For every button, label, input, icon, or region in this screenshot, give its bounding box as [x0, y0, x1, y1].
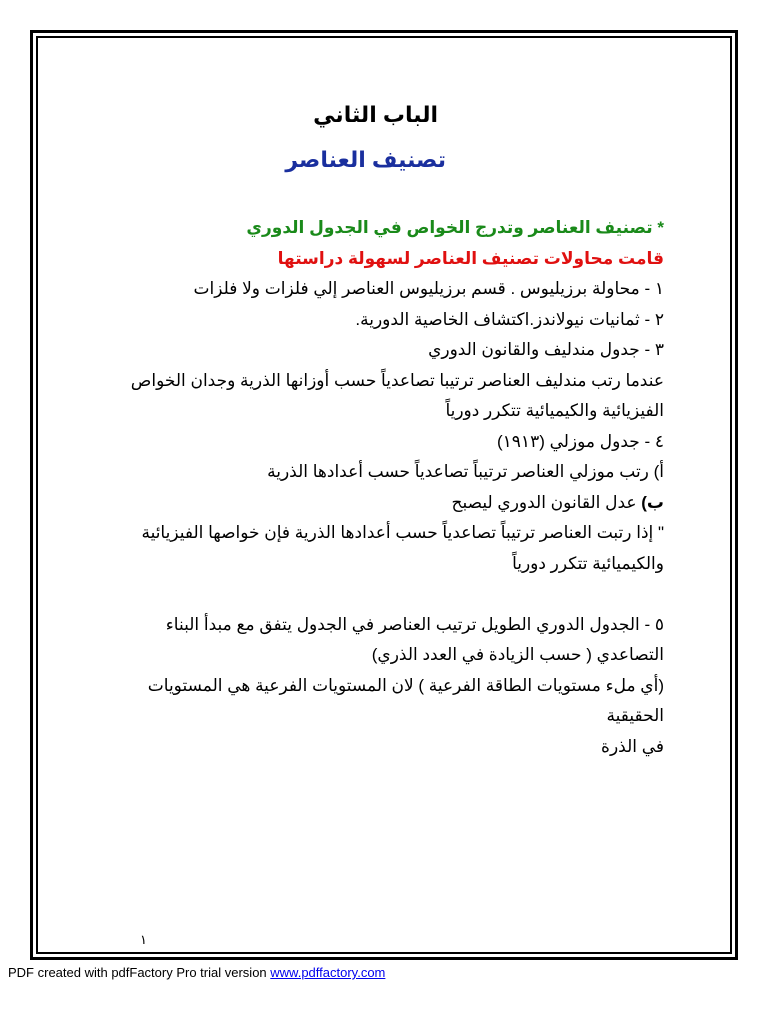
text-line-periodic-law-1: " إذا رتبت العناصر ترتيباً تصاعدياً حسب أعدادها الذرية فإن خواصها الفيزيائية: [141, 523, 664, 542]
text-line-moseley: ٤ - جدول موزلي (١٩١٣): [497, 431, 664, 451]
chapter-title: الباب الثاني: [313, 102, 438, 127]
text-line-moseley-b: [124, 488, 664, 519]
footer-text: PDF created with pdfFactory Pro trial version: [8, 965, 271, 980]
text-line-moseley-a: أ) رتب موزلي العناصر ترتيباً تصاعدياً حسب أعدادها الذرية: [267, 462, 664, 481]
section-intro: قامت محاولات تصنيف العناصر لسهولة دراستها: [277, 248, 664, 268]
blank-line: [124, 579, 664, 610]
text-line-long-table-2: التصاعدي ( حسب الزيادة في العدد الذري): [371, 645, 664, 664]
text-line-moseley-b-text: عدل القانون الدوري ليصبح: [451, 492, 637, 512]
list-marker-b: ب): [641, 492, 664, 512]
pdf-footer: [8, 965, 385, 980]
page-number: ١: [140, 932, 147, 947]
footer-link[interactable]: www.pdffactory.com: [270, 965, 386, 980]
text-line-berzelius: ١ - محاولة برزيليوس . قسم برزيليوس العناصر إلي فلزات ولا فلزات: [193, 279, 664, 298]
section-heading: * تصنيف العناصر وتدرج الخواص في الجدول الدوري: [246, 218, 664, 237]
text-line-mendeleev: ٣ - جدول مندليف والقانون الدوري: [428, 340, 664, 359]
text-line-mendeleev-desc-1: عندما رتب مندليف العناصر ترتيبا تصاعدياً حسب أوزانها الذرية وجدان الخواص: [130, 370, 664, 390]
chapter-subtitle: تصنيف العناصر: [285, 147, 446, 172]
text-line-newlands: ٢ - ثمانيات نيولاندز.اكتشاف الخاصية الدورية.: [355, 309, 664, 329]
body-text: [124, 213, 664, 762]
text-line-sublevels-2: في الذرة: [601, 736, 664, 756]
text-line-mendeleev-desc-2: الفيزيائية والكيميائية تتكرر دورياً: [445, 401, 664, 420]
text-line-periodic-law-2: والكيميائية تتكرر دورياً: [512, 553, 664, 573]
text-line-long-table-1: ٥ - الجدول الدوري الطويل ترتيب العناصر في الجدول يتفق مع مبدأ البناء: [165, 614, 664, 634]
text-line-sublevels-1: (أي ملء مستويات الطاقة الفرعية ) لان المستويات الفرعية هي المستويات الحقيقية: [147, 675, 664, 725]
